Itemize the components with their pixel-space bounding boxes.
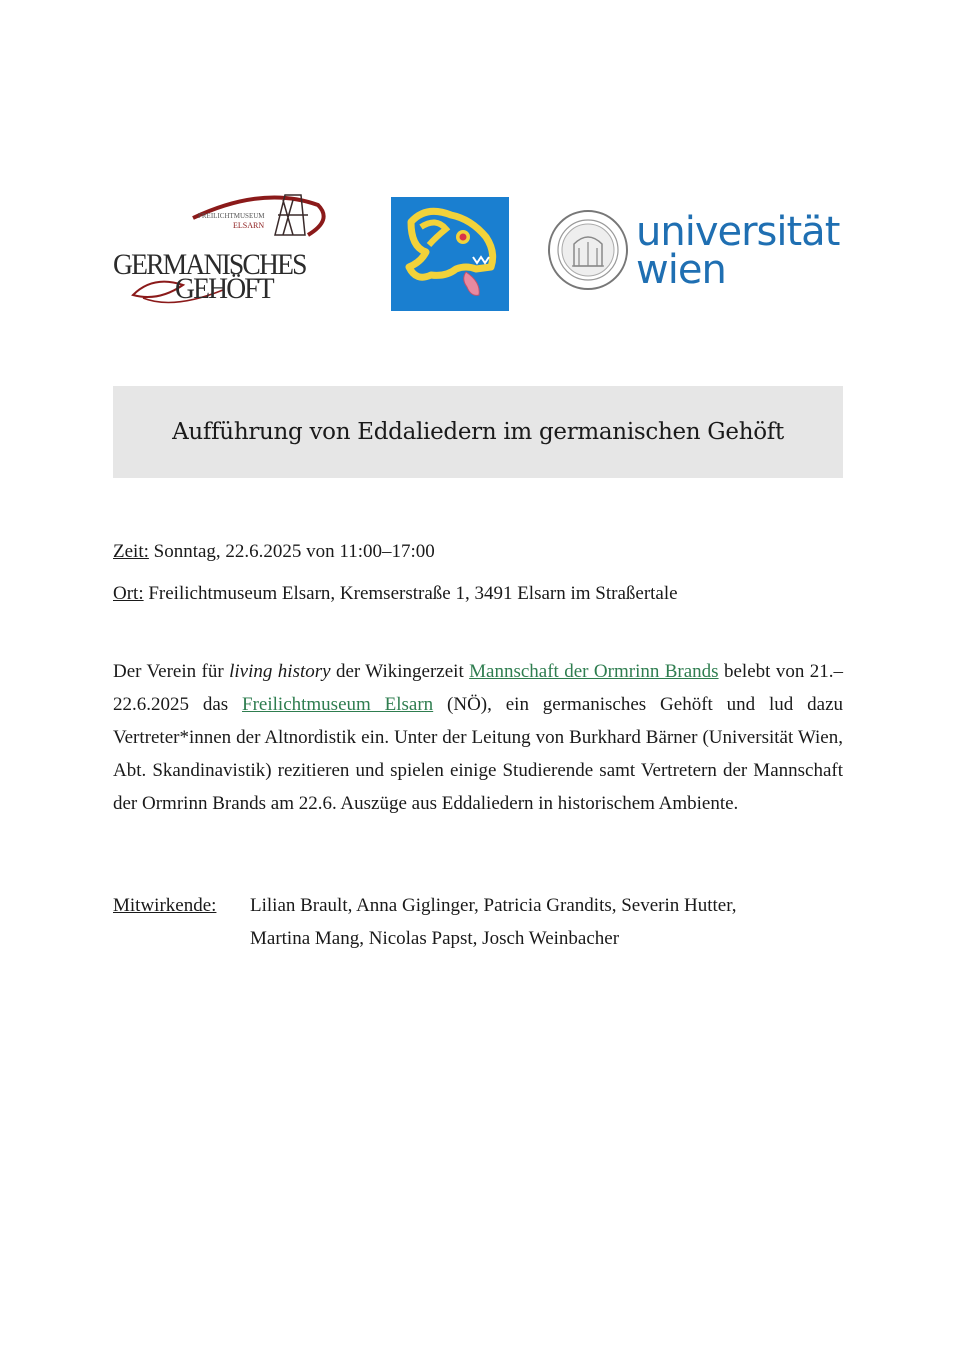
body-text-4: (NÖ), ein germanisches Gehöft und lud dazu Vertreter*innen der Altnordistik ein. Unter der Leitung von Burkhard Bärner (Universität Wien, Abt. Skandinavistik) rezitieren und spielen einige Studierende samt Vertretern der Mannschaft der Ormrinn Brands am 22.6. Auszüge aus Eddaliedern in historischem Ambiente. bbox=[113, 694, 843, 814]
mitwirkende-label: Mitwirkende: bbox=[113, 895, 217, 916]
body-italic: living history bbox=[229, 661, 331, 682]
ort-value: Freilichtmuseum Elsarn, Kremserstraße 1, 3491 Elsarn im Straßertale bbox=[143, 583, 678, 604]
zeit-value: Sonntag, 22.6.2025 von 11:00–17:00 bbox=[148, 541, 435, 562]
gehoeft-line-1: GERMANISCHES bbox=[113, 248, 306, 281]
university-seal-icon bbox=[546, 208, 630, 292]
universitaet-wien-logo bbox=[546, 205, 843, 295]
description-paragraph bbox=[113, 655, 843, 820]
title-banner bbox=[113, 386, 843, 478]
gehoeft-line-2: GEHÖFT bbox=[175, 272, 273, 305]
logo-row bbox=[113, 190, 843, 315]
body-text-2: der Wikingerzeit bbox=[330, 661, 470, 682]
gehoeft-small-subtext: ELSARN bbox=[233, 221, 265, 230]
univie-line-1: universität bbox=[636, 209, 840, 255]
zeit-label: Zeit: bbox=[113, 541, 149, 562]
mitwirkende-line-1: Lilian Brault, Anna Giglinger, Patricia Grandits, Severin Hutter, bbox=[250, 895, 737, 916]
ort-label: Ort: bbox=[113, 583, 144, 604]
link-mannschaft[interactable]: Mannschaft der Ormrinn Brands bbox=[469, 661, 719, 682]
dragon-head-icon bbox=[391, 197, 509, 311]
universitaet-wien-wordmark bbox=[636, 209, 840, 293]
mitwirkende-line-2: Martina Mang, Nicolas Papst, Josch Weinbacher bbox=[250, 928, 620, 949]
gehoeft-small-text: FREILICHTMUSEUM bbox=[198, 212, 265, 220]
body-text-3: belebt von 21.–22.6.2025 das bbox=[113, 661, 843, 715]
mitwirkende-names bbox=[250, 889, 843, 955]
link-freilichtmuseum[interactable]: Freilichtmuseum Elsarn bbox=[242, 694, 434, 715]
univie-line-2: wien bbox=[636, 247, 726, 293]
body-text-1: Der Verein für bbox=[113, 661, 230, 682]
dragon-logo bbox=[391, 197, 509, 311]
ort-line bbox=[113, 577, 843, 610]
page-title: Aufführung von Eddaliedern im germanischen Gehöft bbox=[172, 419, 784, 445]
germanisches-gehoeft-logo bbox=[113, 190, 328, 308]
zeit-line bbox=[113, 535, 843, 568]
